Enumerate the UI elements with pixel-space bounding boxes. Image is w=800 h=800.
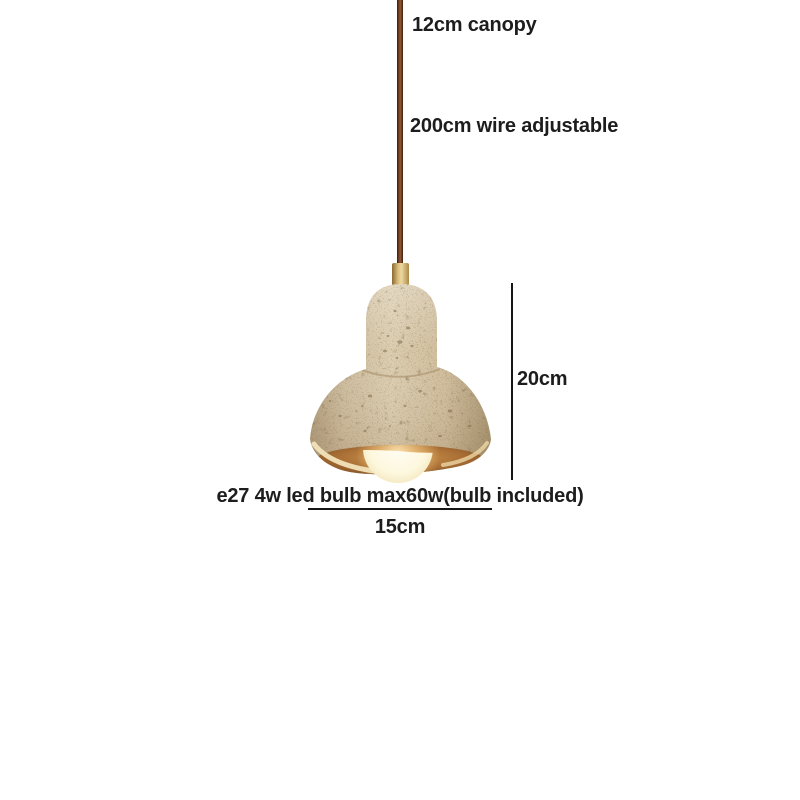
height-measure-line bbox=[511, 283, 513, 480]
diameter-measure-line bbox=[308, 508, 492, 510]
diameter-dimension-label: 15cm bbox=[374, 516, 426, 538]
pendant-lamp-illustration bbox=[300, 276, 500, 491]
height-dimension-label: 20cm bbox=[517, 368, 568, 390]
pendant-wire bbox=[397, 0, 403, 266]
wire-length-label: 200cm wire adjustable bbox=[410, 115, 619, 137]
canopy-dimension-label: 12cm canopy bbox=[412, 14, 537, 36]
bulb-spec-label: e27 4w led bulb max60w(bulb included) bbox=[216, 485, 584, 507]
